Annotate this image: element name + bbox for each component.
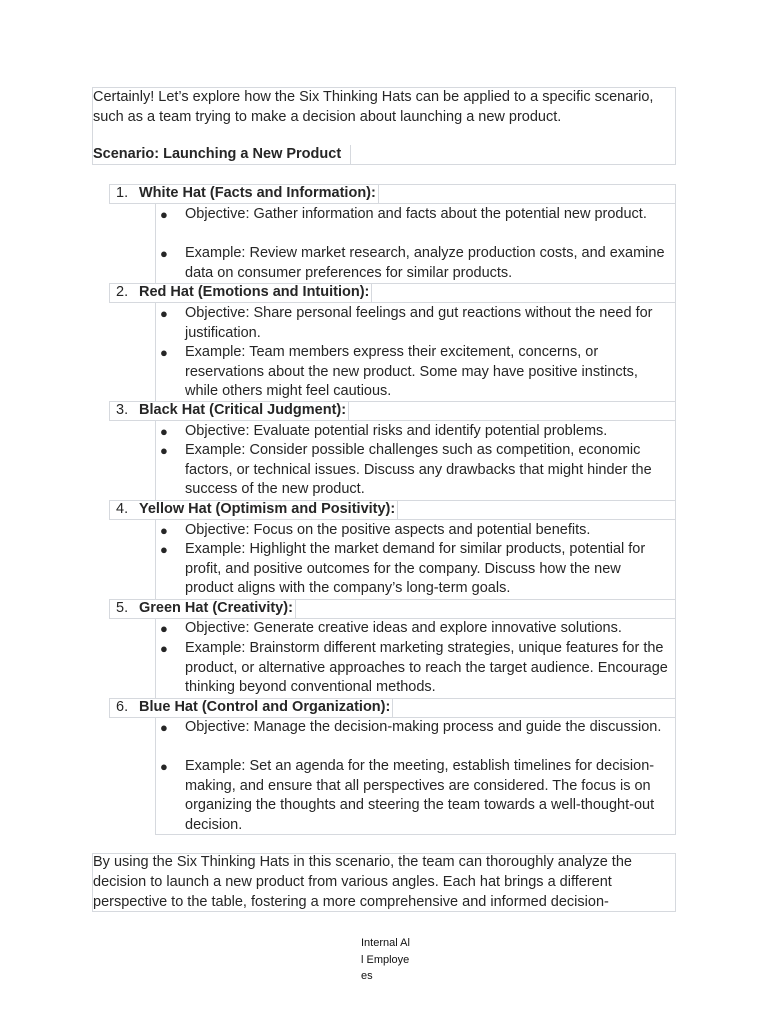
hat-title-red: Red Hat (Emotions and Intuition): — [139, 283, 372, 302]
hat-bullet-example: Example: Team members express their excitement, concerns, or reservations about the new product. Some may have positive instincts, while others might feel cautious. — [185, 344, 638, 399]
bullet-icon: ● — [160, 207, 168, 222]
hat-number: 4. — [116, 501, 129, 517]
hat-title-green: Green Hat (Creativity): — [139, 599, 296, 618]
hat-bullet-objective: Objective: Manage the decision-making process and guide the discussion. — [185, 719, 662, 735]
hat-number: 6. — [116, 699, 129, 715]
hat-number: 3. — [116, 402, 129, 418]
bullet-icon: ● — [160, 720, 168, 735]
hat-bullet-objective: Objective: Evaluate potential risks and identify potential problems. — [185, 423, 608, 439]
bullet-icon: ● — [160, 306, 168, 321]
hat-bullet-objective: Objective: Share personal feelings and gut reactions without the need for justification. — [185, 305, 653, 341]
bullet-icon: ● — [160, 345, 168, 360]
sensitivity-label: Internal All Employees — [361, 937, 410, 982]
outro-paragraph: By using the Six Thinking Hats in this scenario, the team can thoroughly analyze the decision to launch a new product from various angles. Each hat brings a different perspective to the table, fostering a more comprehensive and informed decision- — [93, 854, 632, 910]
hat-title-yellow: Yellow Hat (Optimism and Positivity): — [139, 500, 398, 519]
bullet-icon: ● — [160, 542, 168, 557]
hat-title-white: White Hat (Facts and Information): — [139, 184, 379, 203]
hat-bullet-example: Example: Consider possible challenges such as competition, economic factors, or technical issues. Discuss any drawbacks that might hinder the success of the new product. — [185, 442, 652, 497]
hat-bullet-objective: Objective: Focus on the positive aspects and potential benefits. — [185, 522, 591, 538]
hat-bullet-example: Example: Set an agenda for the meeting, establish timelines for decision-making, and ensure that all perspectives are considered. The focus is on organizing the thoughts and steering the team towards a well-thought-out decision. — [185, 758, 655, 833]
hat-number: 2. — [116, 284, 129, 300]
hat-bullet-objective: Objective: Generate creative ideas and explore innovative solutions. — [185, 620, 622, 636]
bullet-icon: ● — [160, 246, 168, 261]
bullet-icon: ● — [160, 424, 168, 439]
bullet-icon: ● — [160, 523, 168, 538]
bullet-icon: ● — [160, 443, 168, 458]
hat-bullet-objective: Objective: Gather information and facts about the potential new product. — [185, 206, 647, 222]
hat-title-black: Black Hat (Critical Judgment): — [139, 401, 349, 420]
bullet-icon: ● — [160, 641, 168, 656]
scenario-title: Scenario: Launching a New Product — [93, 146, 342, 162]
hat-bullet-example: Example: Brainstorm different marketing strategies, unique features for the product, or alternative approaches to reach the target audience. Encourage thinking beyond conventional methods. — [185, 640, 668, 695]
hat-number: 1. — [116, 185, 129, 201]
hat-bullet-example: Example: Review market research, analyze production costs, and examine data on consumer preferences for similar products. — [185, 245, 665, 281]
intro-paragraph: Certainly! Let’s explore how the Six Thinking Hats can be applied to a specific scenario, such as a team trying to make a decision about launching a new product. — [93, 89, 654, 125]
hat-title-blue: Blue Hat (Control and Organization): — [139, 698, 393, 717]
bullet-icon: ● — [160, 759, 168, 774]
hat-bullet-example: Example: Highlight the market demand for similar products, potential for profit, and positive outcomes for the company. Discuss how the new product aligns with the company’s long-term goals. — [185, 541, 646, 596]
hat-number: 5. — [116, 600, 129, 616]
bullet-icon: ● — [160, 621, 168, 636]
